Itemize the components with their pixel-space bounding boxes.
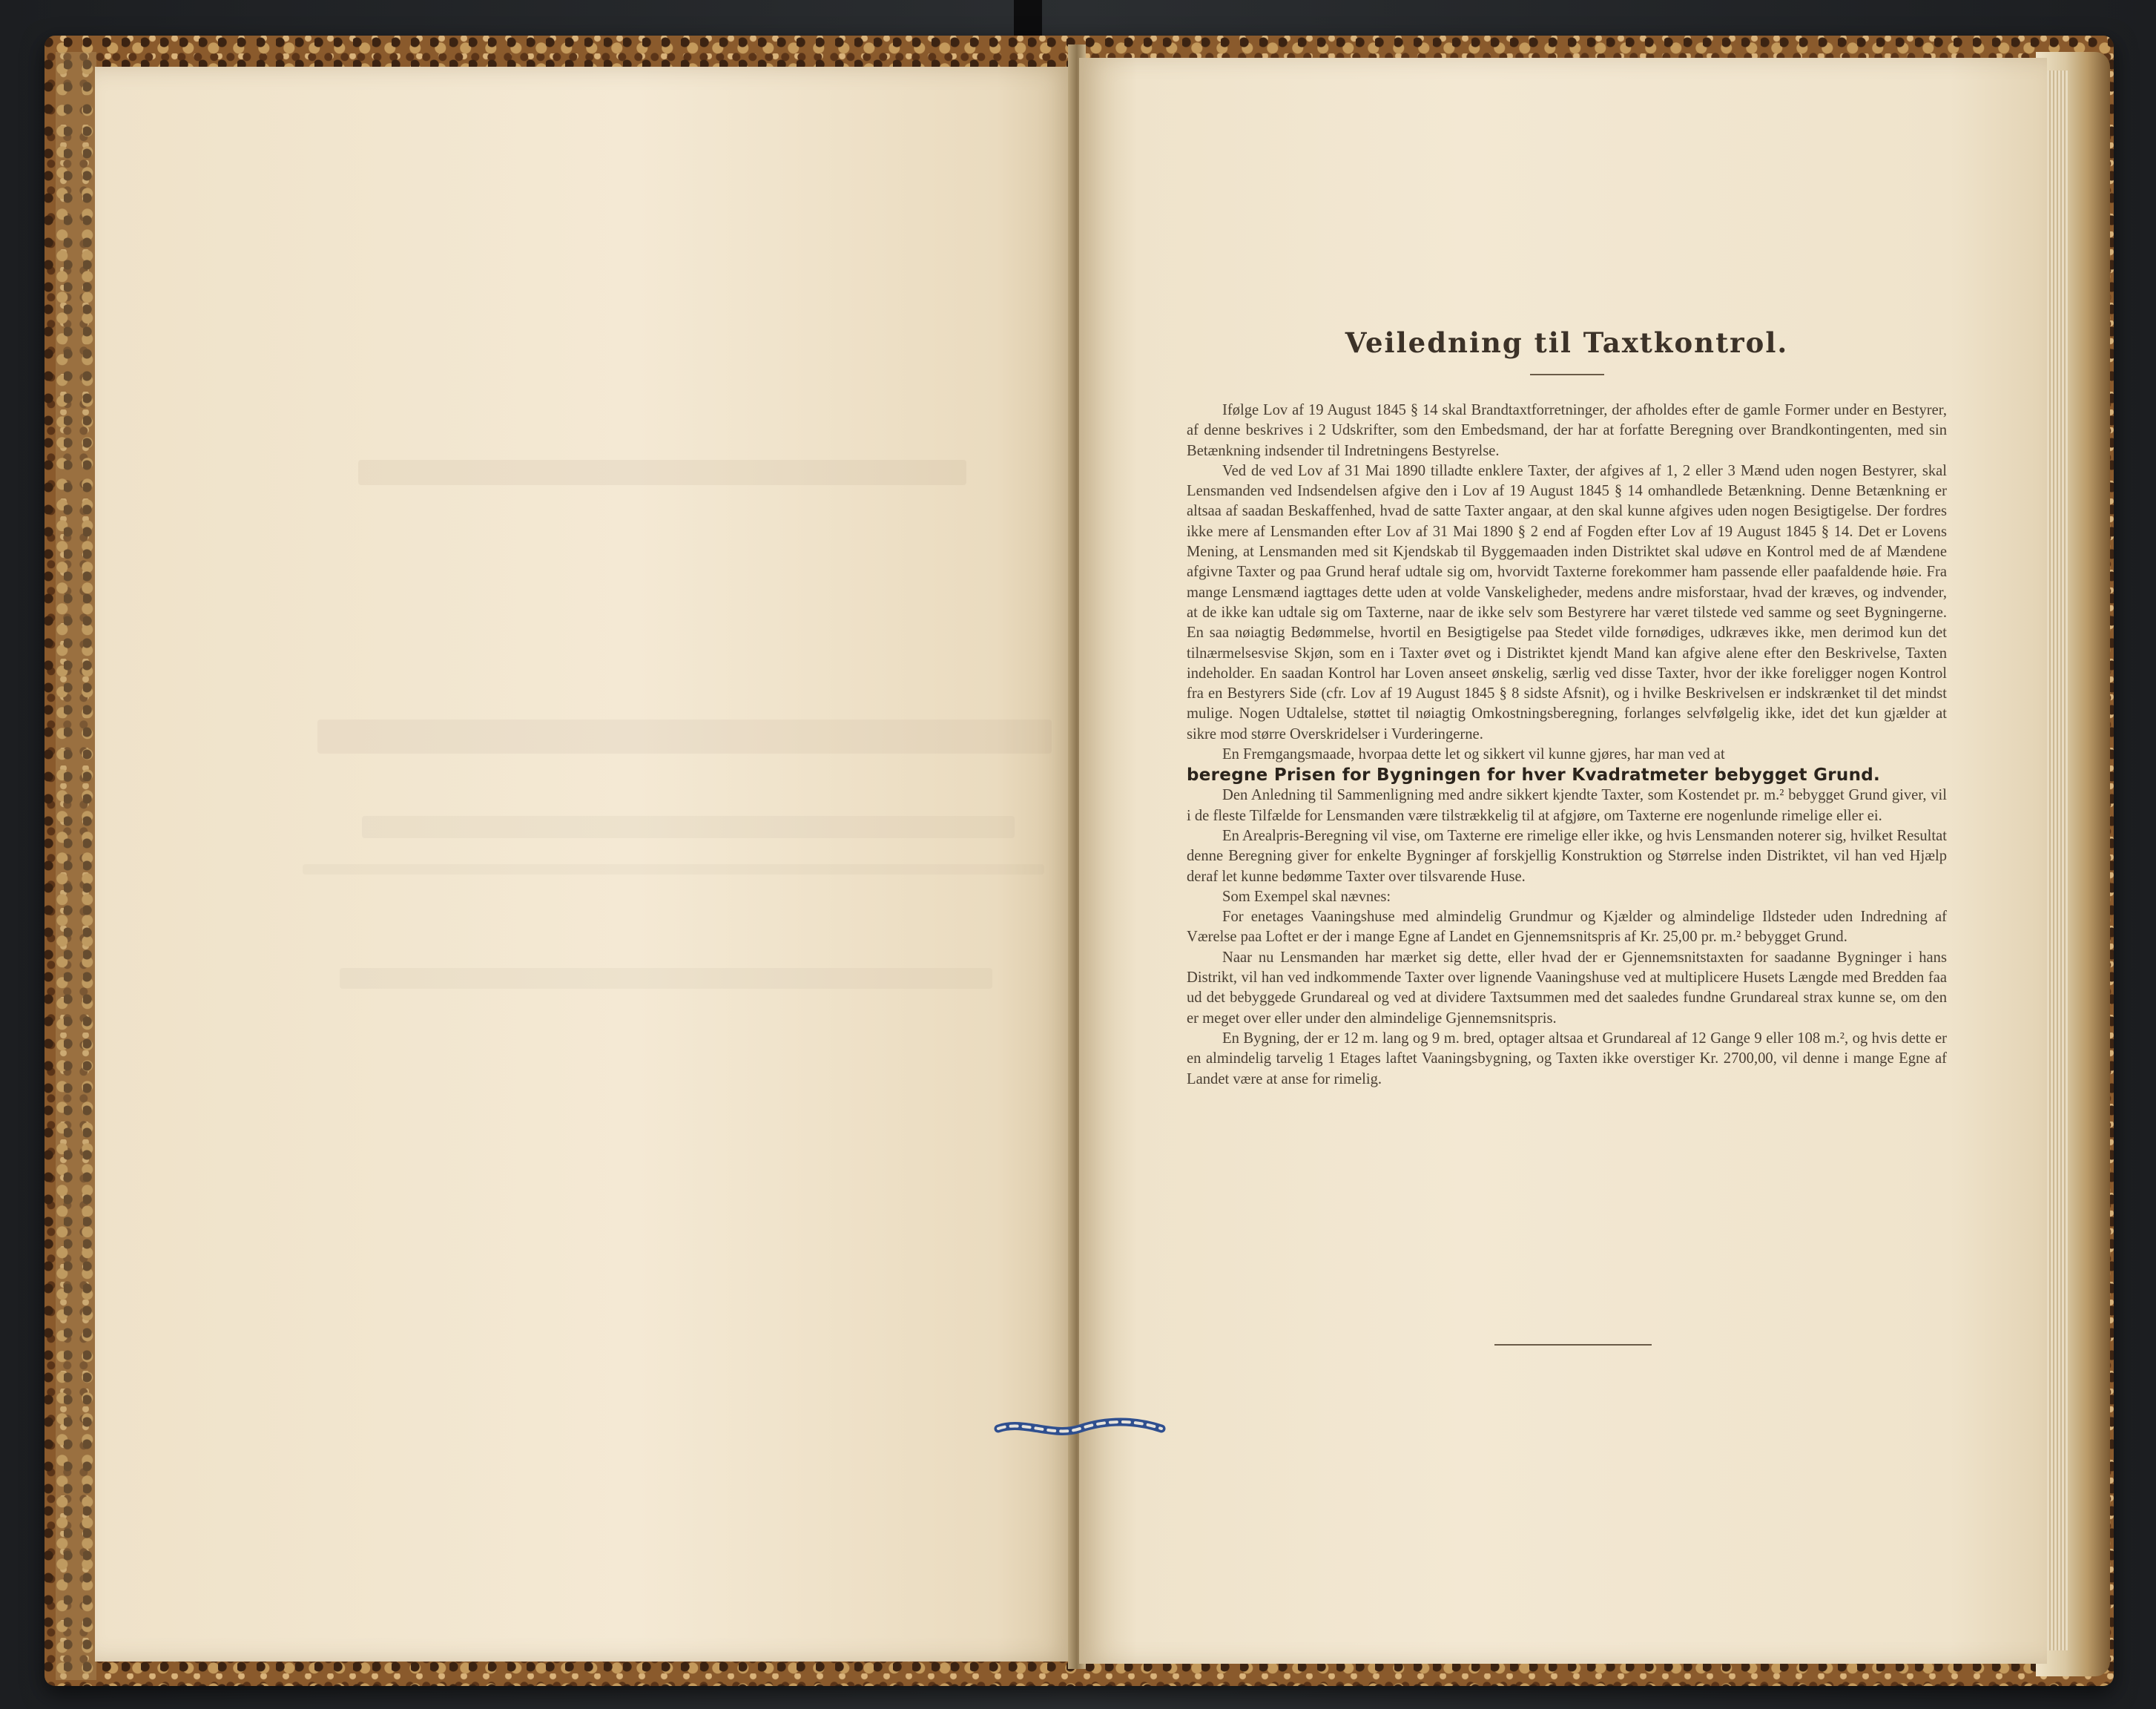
paragraph: En Arealpris-Beregning vil vise, om Taxterne ere rimelige eller ikke, og hvis Lensmanden noterer sig, hvilket Resultat denne Beregning giver for enkelte Bygninger af forskjellig Konstruktion og Størrelse inden Distriktet, vil han ved Hjælp deraf let kunne bedømme Taxter over tilsvarende Huse. (1187, 827, 1947, 885)
page-title: Veiledning til Taxtkontrol. (1345, 326, 1789, 359)
paragraph: Som Exempel skal nævnes: (1222, 888, 1391, 905)
paragraph: En Bygning, der er 12 m. lang og 9 m. bred, optager altsaa et Grundareal af 12 Gange 9 eller 108 m.², og hvis dette er en almindelig tarvelig 1 Etages laftet Vaaningsbygning, og Taxten ikke overstiger Kr. 2700,00, vil denne i mange Egne af Landet være at anse for rimelig. (1187, 1030, 1947, 1087)
paragraph: En Fremgangsmaade, hvorpaa dette let og sikkert vil kunne gjøres, har man ved at (1222, 746, 1725, 763)
page-edges (2047, 70, 2068, 1650)
bleed-through-mark (362, 816, 1015, 838)
emphasized-line: beregne Prisen for Bygningen for hver Kvadratmeter bebygget Grund. (1187, 765, 1881, 786)
end-rule (1494, 1344, 1652, 1346)
title-rule (1530, 374, 1604, 375)
cover-edge-left (56, 52, 96, 1680)
binding-thread (994, 1417, 1166, 1440)
paragraph: Den Anledning til Sammenligning med andre sikkert kjendte Taxter, som Kostendet pr. m.² bebygget Grund giver, vil i de fleste Tilfælde for Lensmanden være tilstrækkelig til at afgjøre, om Taxterne ere nogenlunde rimelige eller ei. (1187, 787, 1947, 824)
left-page (95, 67, 1075, 1662)
paragraph: For enetages Vaaningshuse med almindelig Grundmur og Kjælder og almindelige Ildsteder uden Indredning af Værelse paa Loftet er der i mange Egne af Landet en Gjennemsnitspris af Kr. 25,00 pr. m.² bebygget Grund. (1187, 909, 1947, 946)
bleed-through-mark (317, 720, 1052, 754)
bleed-through-mark (340, 968, 992, 989)
paragraph: Ved de ved Lov af 31 Mai 1890 tilladte enklere Taxter, der afgives af 1, 2 eller 3 Mænd uden nogen Bestyrer, skal Lensmanden ved Indsendelsen afgive den i Lov af 19 August 1845 § 14 omhandlede Betænkning. Denne Betænkning er altsaa af saadan Beskaffenhed, hvad de satte Taxter angaar, at den skal kunne afgives uden nogen Besigtigelse. Der fordres ikke mere af Lensmanden efter Lov af 31 Mai 1890 § 2 end af Fogden efter Lov af 19 August 1845 § 14. Det er Lovens Mening, at Lensmanden med sit Kjendskab til Byggemaaden inden Distriktet skal udøve en Kontrol med de af Mændene afgivne Taxter og paa Grund heraf udtale sig om, hvorvidt Taxterne forekommer ham passende eller paafaldende høie. Fra mange Lensmænd iagttages dette uden at volde Vanskeligheder, medens andre misforstaar, hvad der kræves, og indvender, at de ikke kan udtale sig om Taxterne, naar de ikke selv som Bestyrere har været tilstede ved samme og seet Bygningerne. En saa nøiagtig Bedømmelse, hvortil en Besigtigelse paa Stedet vilde fornødiges, udkræves ikke, men derimod kun det tilnærmelsesvise Skjøn, som en i Taxter øvet og i Distriktet kjendt Mand kan afgive alene efter den Beskrivelse, Taxten indeholder. En saadan Kontrol har Loven anseet ønskelig, særlig ved disse Taxter, hvor der ikke foreligger nogen Kontrol fra en Bestyrers Side (cfr. Lov af 19 August 1845 § 8 sidste Afsnit), og i hvilke Beskrivelsen er indskrænket til det mindst mulige. Nogen Udtalelse, støttet til nøiagtig Omkostningsberegning, forlanges selvfølgelig ikke, idet det kun gjælder at sikre mod større Overskridelser i Vurderingerne. (1187, 462, 1947, 742)
guidance-text (1187, 326, 1947, 1090)
paragraph: Naar nu Lensmanden har mærket sig dette, eller hvad der er Gjennemsnitstaxten for saadanne Bygninger i hans Distrikt, vil han ved indkommende Taxter over lignende Vaaningshuse ved at multiplicere Husets Længde med Bredden faa ud det bebyggede Grundareal og ved at dividere Taxtsummen med det saaledes fundne Grundareal strax kunne se, om den er meget over eller under den almindelige Gjennemsnitspris. (1187, 949, 1947, 1027)
paragraph: Ifølge Lov af 19 August 1845 § 14 skal Brandtaxtforretninger, der afholdes efter de gamle Former under en Bestyrer, af denne beskrives i 2 Udskrifter, som den Embedsmand, der har at forfatte Beregning over Brandkontingenten, med sin Betænkning indsender til Indretningens Bestyrelse. (1187, 402, 1947, 459)
bleed-through-mark (303, 864, 1044, 875)
bleed-through-mark (358, 460, 966, 485)
